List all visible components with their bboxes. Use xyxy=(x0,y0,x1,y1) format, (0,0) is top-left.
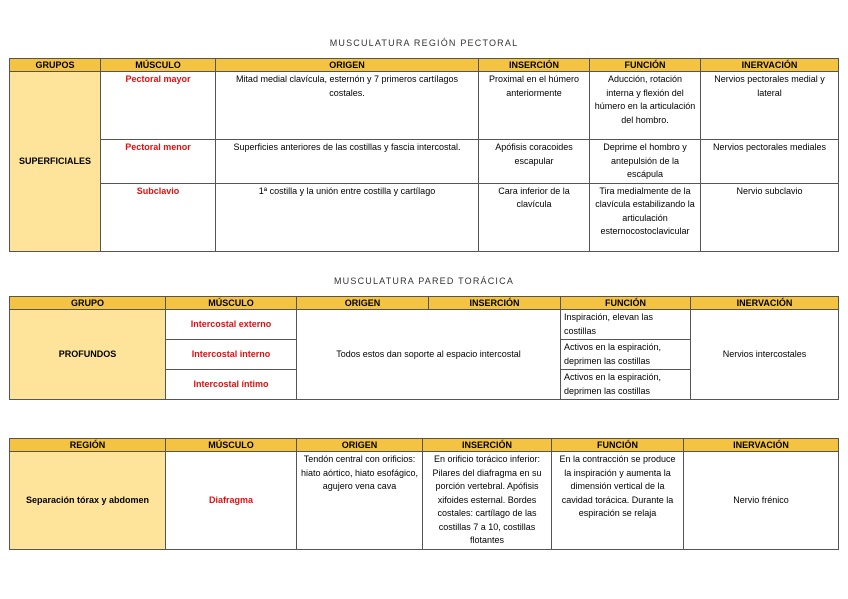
inervacion-cell: Nervio frénico xyxy=(684,452,839,550)
insercion-cell: Apófisis coracoides escapular xyxy=(479,140,590,184)
group-cell: SUPERFICIALES xyxy=(10,72,101,252)
thoracic-wall-table xyxy=(9,296,839,400)
header-grupo: GRUPO xyxy=(10,297,166,310)
region-cell: Separación tórax y abdomen xyxy=(10,452,166,550)
muscle-cell: Pectoral mayor xyxy=(101,72,216,140)
header-inervacion: INERVACIÓN xyxy=(684,439,839,452)
header-insercion: INSERCIÓN xyxy=(429,297,561,310)
muscle-cell: Pectoral menor xyxy=(101,140,216,184)
header-inervacion: INERVACIÓN xyxy=(701,59,839,72)
table-header-row xyxy=(10,297,839,310)
header-funcion: FUNCIÓN xyxy=(552,439,684,452)
table-header-row xyxy=(10,59,839,72)
muscle-cell: Diafragma xyxy=(166,452,297,550)
insercion-cell: En orificio torácico inferior: Pilares del diafragma en su porción vertebral. Apófisis xifoides esternal. Bordes costales: cartílago de las costillas 7 a 10, costillas flotantes xyxy=(423,452,552,550)
header-origen: ORIGEN xyxy=(216,59,479,72)
funcion-cell: Activos en la espiración, deprimen las costillas xyxy=(561,340,691,370)
group-cell: PROFUNDOS xyxy=(10,310,166,400)
header-funcion: FUNCIÓN xyxy=(561,297,691,310)
origen-cell: 1ª costilla y la unión entre costilla y cartílago xyxy=(216,183,479,251)
muscle-cell: Intercostal íntimo xyxy=(166,370,297,400)
origen-cell: Superficies anteriores de las costillas y fascia intercostal. xyxy=(216,140,479,184)
origen-insercion-cell: Todos estos dan soporte al espacio intercostal xyxy=(297,310,561,400)
header-grupos: GRUPOS xyxy=(10,59,101,72)
funcion-cell: En la contracción se produce la inspiración y aumenta la dimensión vertical de la cavidad torácica. Durante la espiración se relaja xyxy=(552,452,684,550)
header-funcion: FUNCIÓN xyxy=(590,59,701,72)
inervacion-cell: Nervios pectorales medial y lateral xyxy=(701,72,839,140)
table-row xyxy=(10,183,839,251)
inervacion-cell: Nervios intercostales xyxy=(691,310,839,400)
muscle-cell: Intercostal interno xyxy=(166,340,297,370)
pectoral-table xyxy=(9,58,839,252)
funcion-cell: Tira medialmente de la clavícula estabilizando la articulación esternocostoclavicular xyxy=(590,183,701,251)
header-inervacion: INERVACIÓN xyxy=(691,297,839,310)
muscle-cell: Intercostal externo xyxy=(166,310,297,340)
funcion-cell: Inspiración, elevan las costillas xyxy=(561,310,691,340)
header-insercion: INSERCIÓN xyxy=(479,59,590,72)
header-region: REGIÓN xyxy=(10,439,166,452)
table-row xyxy=(10,310,839,340)
insercion-cell: Proximal en el húmero anteriormente xyxy=(479,72,590,140)
funcion-cell: Activos en la espiración, deprimen las costillas xyxy=(561,370,691,400)
table-row xyxy=(10,140,839,184)
inervacion-cell: Nervios pectorales mediales xyxy=(701,140,839,184)
table-row xyxy=(10,452,839,550)
header-musculo: MÚSCULO xyxy=(101,59,216,72)
muscle-cell: Subclavio xyxy=(101,183,216,251)
insercion-cell: Cara inferior de la clavícula xyxy=(479,183,590,251)
funcion-cell: Aducción, rotación interna y flexión del húmero en la articulación del hombro. xyxy=(590,72,701,140)
header-origen: ORIGEN xyxy=(297,439,423,452)
table-row xyxy=(10,72,839,140)
thoracic-wall-title: MUSCULATURA PARED TORÁCICA xyxy=(333,276,515,286)
origen-cell: Mitad medial clavícula, esternón y 7 primeros cartílagos costales. xyxy=(216,72,479,140)
header-insercion: INSERCIÓN xyxy=(423,439,552,452)
origen-cell: Tendón central con orificios: hiato aórtico, hiato esofágico, agujero vena cava xyxy=(297,452,423,550)
inervacion-cell: Nervio subclavio xyxy=(701,183,839,251)
pectoral-title: MUSCULATURA REGIÓN PECTORAL xyxy=(329,38,519,48)
header-musculo: MÚSCULO xyxy=(166,297,297,310)
header-origen: ORIGEN xyxy=(297,297,429,310)
diaphragm-table xyxy=(9,438,839,550)
header-musculo: MÚSCULO xyxy=(166,439,297,452)
funcion-cell: Deprime el hombro y antepulsión de la escápula xyxy=(590,140,701,184)
table-header-row xyxy=(10,439,839,452)
